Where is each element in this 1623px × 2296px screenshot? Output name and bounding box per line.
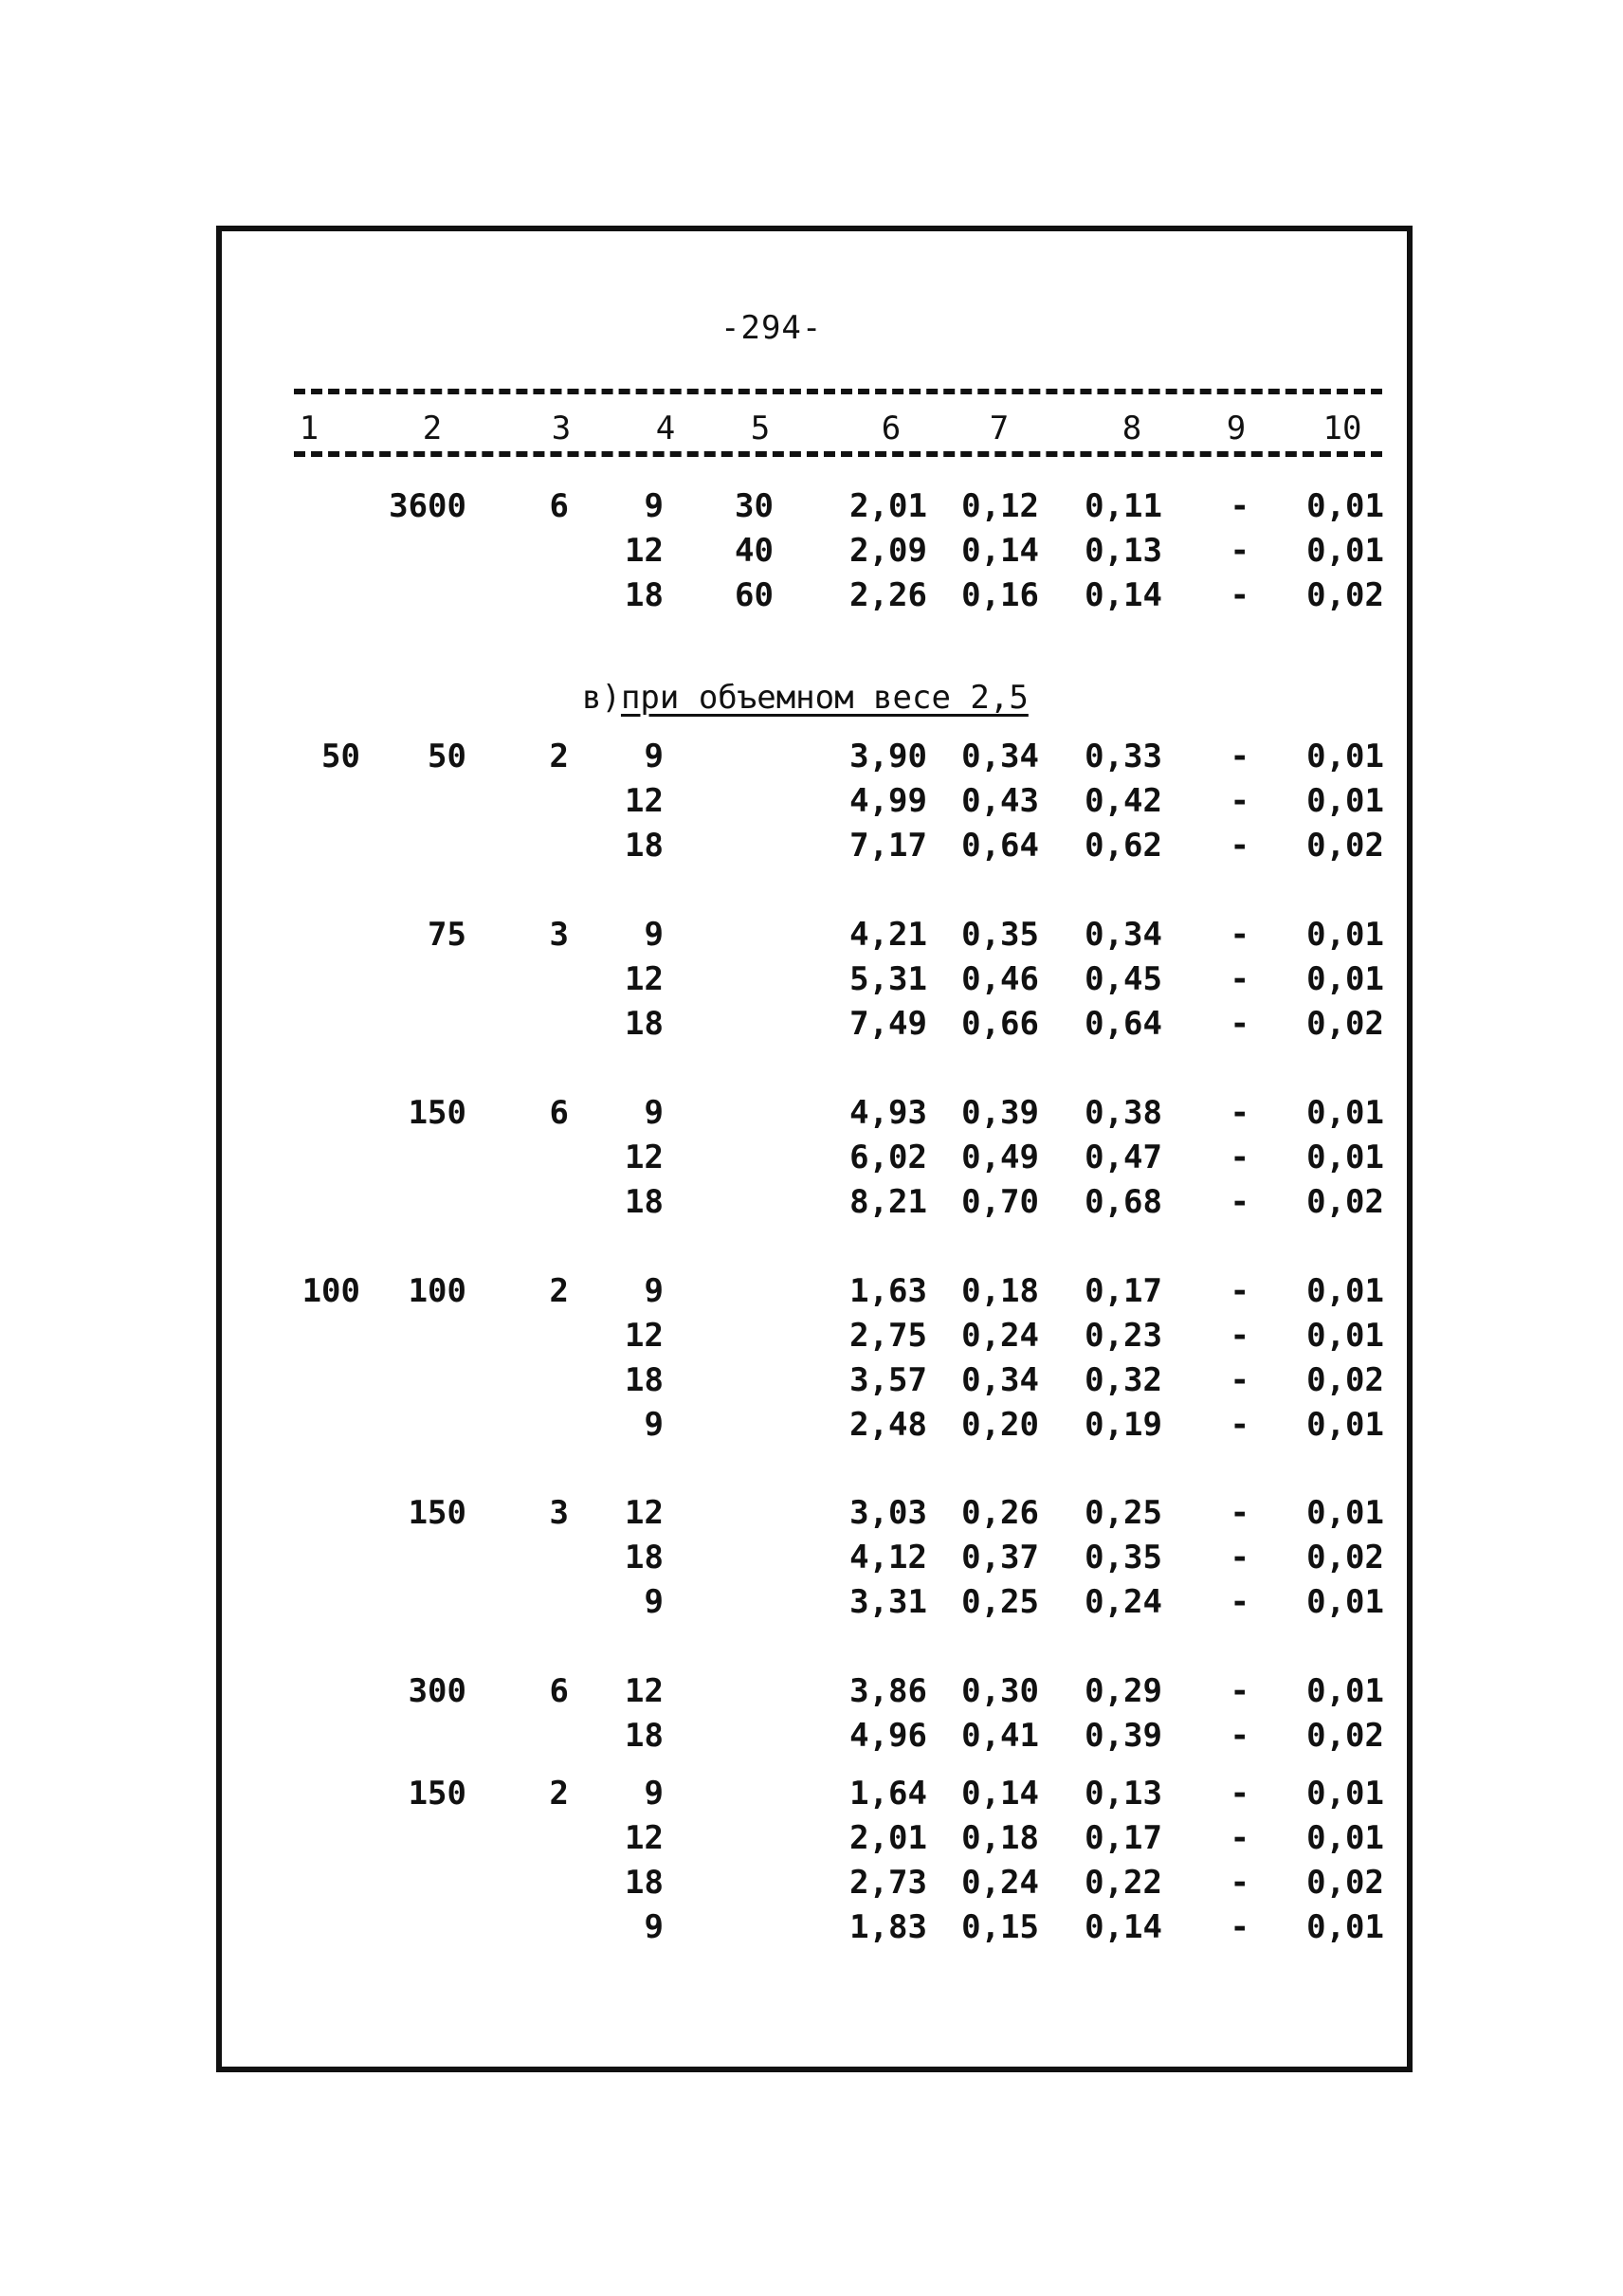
- table-cell-c9: -: [1230, 532, 1249, 570]
- table-cell-c4: 12: [625, 1139, 664, 1176]
- table-cell-c3: 2: [549, 1272, 569, 1310]
- table-cell-c8: 0,25: [1085, 1494, 1162, 1532]
- table-cell-c7: 0,43: [961, 782, 1039, 820]
- table-cell-c6: 3,57: [849, 1361, 927, 1399]
- table-cell-c4: 9: [644, 1094, 664, 1132]
- table-cell-c7: 0,46: [961, 960, 1039, 998]
- table-cell-c8: 0,22: [1085, 1864, 1162, 1902]
- table-cell-c4: 12: [625, 1819, 664, 1857]
- table-cell-c6: 8,21: [849, 1183, 927, 1221]
- column-header: 6: [881, 410, 902, 447]
- table-cell-c6: 2,75: [849, 1317, 927, 1355]
- table-cell-c2: 50: [428, 738, 466, 775]
- table-cell-c9: -: [1230, 1672, 1249, 1710]
- table-cell-c9: -: [1230, 1494, 1249, 1532]
- table-cell-c10: 0,01: [1306, 1272, 1384, 1310]
- table-cell-c10: 0,02: [1306, 1005, 1384, 1043]
- table-cell-c9: -: [1230, 1864, 1249, 1902]
- table-cell-c7: 0,14: [961, 1775, 1039, 1813]
- table-cell-c8: 0,39: [1085, 1717, 1162, 1755]
- table-cell-c7: 0,16: [961, 576, 1039, 614]
- table-cell-c2: 150: [408, 1775, 466, 1813]
- table-cell-c6: 7,17: [849, 827, 927, 865]
- table-cell-c7: 0,34: [961, 1361, 1039, 1399]
- table-cell-c4: 12: [625, 1672, 664, 1710]
- table-cell-c9: -: [1230, 1317, 1249, 1355]
- table-cell-c6: 2,73: [849, 1864, 927, 1902]
- table-cell-c7: 0,64: [961, 827, 1039, 865]
- table-cell-c10: 0,02: [1306, 1864, 1384, 1902]
- table-cell-c8: 0,17: [1085, 1819, 1162, 1857]
- table-cell-c4: 18: [625, 1539, 664, 1576]
- table-cell-c4: 12: [625, 1494, 664, 1532]
- table-cell-c6: 2,01: [849, 487, 927, 525]
- table-cell-c4: 18: [625, 1005, 664, 1043]
- table-cell-c4: 18: [625, 827, 664, 865]
- column-header: 10: [1322, 410, 1362, 447]
- table-cell-c10: 0,02: [1306, 1361, 1384, 1399]
- table-cell-c10: 0,01: [1306, 1406, 1384, 1444]
- table-cell-c7: 0,24: [961, 1317, 1039, 1355]
- table-cell-c6: 3,86: [849, 1672, 927, 1710]
- table-cell-c4: 18: [625, 1183, 664, 1221]
- table-cell-c10: 0,02: [1306, 576, 1384, 614]
- table-cell-c8: 0,62: [1085, 827, 1162, 865]
- table-cell-c4: 12: [625, 1317, 664, 1355]
- table-cell-c9: -: [1230, 1775, 1249, 1813]
- table-cell-c10: 0,01: [1306, 1819, 1384, 1857]
- table-cell-c10: 0,01: [1306, 532, 1384, 570]
- table-cell-c6: 1,83: [849, 1908, 927, 1946]
- column-header: 7: [989, 410, 1010, 447]
- table-cell-c10: 0,02: [1306, 1183, 1384, 1221]
- table-cell-c8: 0,13: [1085, 532, 1162, 570]
- table-cell-c8: 0,23: [1085, 1317, 1162, 1355]
- table-cell-c7: 0,30: [961, 1672, 1039, 1710]
- table-cell-c6: 2,01: [849, 1819, 927, 1857]
- table-cell-c9: -: [1230, 1819, 1249, 1857]
- section-heading-text: при объемном весе 2,5: [620, 679, 1029, 717]
- table-cell-c6: 2,48: [849, 1406, 927, 1444]
- table-cell-c6: 1,63: [849, 1272, 927, 1310]
- table-cell-c9: -: [1230, 1094, 1249, 1132]
- table-cell-c2: 150: [408, 1494, 466, 1532]
- table-cell-c7: 0,25: [961, 1583, 1039, 1621]
- table-cell-c9: -: [1230, 1406, 1249, 1444]
- table-cell-c10: 0,02: [1306, 1539, 1384, 1576]
- table-cell-c9: -: [1230, 916, 1249, 954]
- table-cell-c8: 0,32: [1085, 1361, 1162, 1399]
- table-cell-c9: -: [1230, 1005, 1249, 1043]
- table-cell-c7: 0,15: [961, 1908, 1039, 1946]
- table-cell-c7: 0,18: [961, 1272, 1039, 1310]
- table-cell-c9: -: [1230, 487, 1249, 525]
- table-cell-c7: 0,70: [961, 1183, 1039, 1221]
- header-bottom-rule: [294, 451, 1382, 457]
- section-heading-prefix: в): [582, 679, 621, 717]
- table-cell-c9: -: [1230, 960, 1249, 998]
- table-cell-c7: 0,35: [961, 916, 1039, 954]
- table-cell-c1: 100: [301, 1272, 360, 1310]
- table-cell-c10: 0,01: [1306, 1494, 1384, 1532]
- table-cell-c6: 7,49: [849, 1005, 927, 1043]
- table-cell-c10: 0,01: [1306, 960, 1384, 998]
- table-cell-c5: 30: [735, 487, 774, 525]
- table-cell-c8: 0,24: [1085, 1583, 1162, 1621]
- table-cell-c7: 0,26: [961, 1494, 1039, 1532]
- table-cell-c9: -: [1230, 1539, 1249, 1576]
- table-cell-c8: 0,42: [1085, 782, 1162, 820]
- table-cell-c10: 0,01: [1306, 782, 1384, 820]
- table-cell-c8: 0,34: [1085, 916, 1162, 954]
- table-cell-c1: 50: [321, 738, 360, 775]
- column-header: 1: [299, 410, 319, 447]
- table-cell-c4: 9: [644, 1583, 664, 1621]
- column-header: 4: [655, 410, 676, 447]
- table-cell-c10: 0,02: [1306, 1717, 1384, 1755]
- page-number: -294-: [720, 309, 823, 347]
- table-cell-c7: 0,14: [961, 532, 1039, 570]
- table-cell-c9: -: [1230, 1908, 1249, 1946]
- table-cell-c7: 0,24: [961, 1864, 1039, 1902]
- column-header: 5: [750, 410, 771, 447]
- table-cell-c10: 0,01: [1306, 916, 1384, 954]
- table-cell-c4: 9: [644, 487, 664, 525]
- table-cell-c6: 5,31: [849, 960, 927, 998]
- table-cell-c8: 0,33: [1085, 738, 1162, 775]
- table-cell-c8: 0,13: [1085, 1775, 1162, 1813]
- table-cell-c7: 0,37: [961, 1539, 1039, 1576]
- table-cell-c4: 9: [644, 738, 664, 775]
- section-heading: [582, 679, 1029, 717]
- table-cell-c4: 12: [625, 532, 664, 570]
- table-cell-c8: 0,11: [1085, 487, 1162, 525]
- table-cell-c7: 0,39: [961, 1094, 1039, 1132]
- table-cell-c3: 3: [549, 1494, 569, 1532]
- column-header: 2: [422, 410, 443, 447]
- table-cell-c10: 0,01: [1306, 487, 1384, 525]
- table-cell-c8: 0,47: [1085, 1139, 1162, 1176]
- table-cell-c6: 2,09: [849, 532, 927, 570]
- table-cell-c8: 0,45: [1085, 960, 1162, 998]
- table-cell-c9: -: [1230, 1183, 1249, 1221]
- table-cell-c2: 150: [408, 1094, 466, 1132]
- table-cell-c4: 18: [625, 1361, 664, 1399]
- table-cell-c10: 0,01: [1306, 1317, 1384, 1355]
- table-cell-c8: 0,14: [1085, 1908, 1162, 1946]
- table-cell-c4: 12: [625, 960, 664, 998]
- table-cell-c4: 18: [625, 576, 664, 614]
- table-cell-c6: 4,21: [849, 916, 927, 954]
- table-cell-c10: 0,01: [1306, 1908, 1384, 1946]
- table-cell-c8: 0,38: [1085, 1094, 1162, 1132]
- table-cell-c6: 1,64: [849, 1775, 927, 1813]
- header-top-rule: [294, 389, 1382, 394]
- table-cell-c10: 0,01: [1306, 1672, 1384, 1710]
- table-cell-c7: 0,41: [961, 1717, 1039, 1755]
- table-cell-c9: -: [1230, 738, 1249, 775]
- table-cell-c3: 6: [549, 1672, 569, 1710]
- table-cell-c4: 9: [644, 916, 664, 954]
- table-cell-c2: 3600: [389, 487, 466, 525]
- table-cell-c4: 12: [625, 782, 664, 820]
- table-cell-c6: 4,99: [849, 782, 927, 820]
- table-cell-c8: 0,17: [1085, 1272, 1162, 1310]
- column-header: 3: [551, 410, 572, 447]
- table-cell-c9: -: [1230, 1361, 1249, 1399]
- table-cell-c6: 3,31: [849, 1583, 927, 1621]
- table-cell-c8: 0,64: [1085, 1005, 1162, 1043]
- table-cell-c6: 4,93: [849, 1094, 927, 1132]
- table-cell-c7: 0,66: [961, 1005, 1039, 1043]
- table-cell-c4: 18: [625, 1864, 664, 1902]
- table-cell-c6: 3,90: [849, 738, 927, 775]
- table-cell-c2: 75: [428, 916, 466, 954]
- table-cell-c3: 6: [549, 487, 569, 525]
- table-cell-c2: 100: [408, 1272, 466, 1310]
- table-cell-c10: 0,01: [1306, 1139, 1384, 1176]
- table-cell-c4: 9: [644, 1406, 664, 1444]
- table-cell-c4: 9: [644, 1908, 664, 1946]
- table-cell-c7: 0,49: [961, 1139, 1039, 1176]
- table-cell-c8: 0,14: [1085, 576, 1162, 614]
- column-header: 9: [1226, 410, 1247, 447]
- table-cell-c4: 9: [644, 1775, 664, 1813]
- table-cell-c9: -: [1230, 782, 1249, 820]
- table-cell-c10: 0,02: [1306, 827, 1384, 865]
- table-cell-c9: -: [1230, 1272, 1249, 1310]
- table-cell-c3: 2: [549, 1775, 569, 1813]
- table-cell-c8: 0,68: [1085, 1183, 1162, 1221]
- table-cell-c10: 0,01: [1306, 738, 1384, 775]
- table-cell-c9: -: [1230, 576, 1249, 614]
- table-cell-c6: 6,02: [849, 1139, 927, 1176]
- table-cell-c7: 0,18: [961, 1819, 1039, 1857]
- table-cell-c5: 40: [735, 532, 774, 570]
- table-cell-c9: -: [1230, 827, 1249, 865]
- table-cell-c6: 4,96: [849, 1717, 927, 1755]
- table-cell-c7: 0,12: [961, 487, 1039, 525]
- table-cell-c10: 0,01: [1306, 1094, 1384, 1132]
- table-cell-c7: 0,34: [961, 738, 1039, 775]
- table-cell-c10: 0,01: [1306, 1583, 1384, 1621]
- table-cell-c3: 2: [549, 738, 569, 775]
- table-cell-c3: 6: [549, 1094, 569, 1132]
- table-cell-c6: 2,26: [849, 576, 927, 614]
- table-cell-c8: 0,29: [1085, 1672, 1162, 1710]
- table-cell-c9: -: [1230, 1717, 1249, 1755]
- table-cell-c5: 60: [735, 576, 774, 614]
- table-cell-c9: -: [1230, 1139, 1249, 1176]
- column-header: 8: [1122, 410, 1142, 447]
- table-cell-c3: 3: [549, 916, 569, 954]
- table-cell-c6: 3,03: [849, 1494, 927, 1532]
- table-cell-c8: 0,19: [1085, 1406, 1162, 1444]
- table-cell-c9: -: [1230, 1583, 1249, 1621]
- table-cell-c4: 18: [625, 1717, 664, 1755]
- table-cell-c10: 0,01: [1306, 1775, 1384, 1813]
- table-cell-c4: 9: [644, 1272, 664, 1310]
- table-cell-c6: 4,12: [849, 1539, 927, 1576]
- table-cell-c2: 300: [408, 1672, 466, 1710]
- table-cell-c8: 0,35: [1085, 1539, 1162, 1576]
- table-cell-c7: 0,20: [961, 1406, 1039, 1444]
